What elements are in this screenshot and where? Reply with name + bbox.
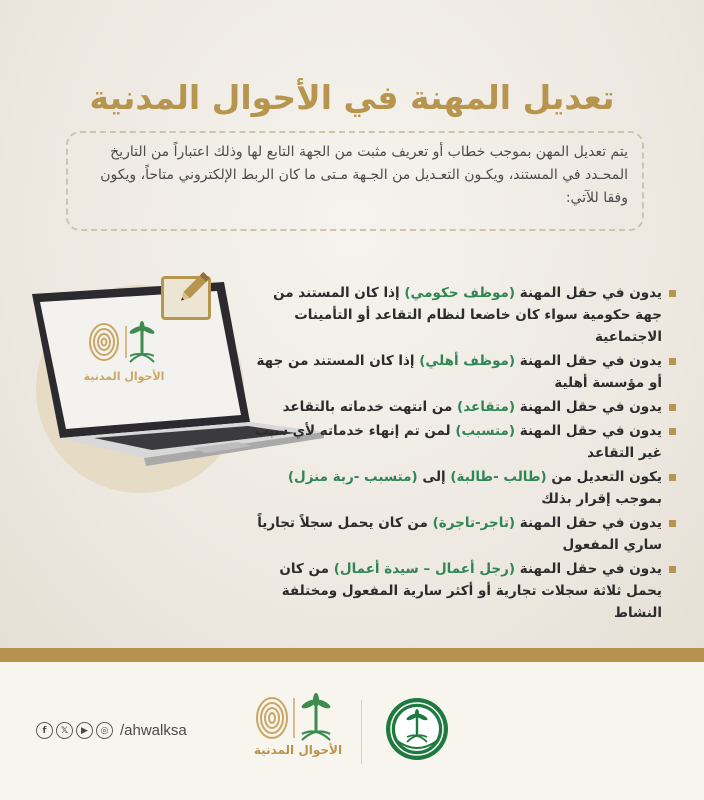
list-item: يدون في حقل المهنة (موظف حكومي) إذا كان المستند من جهة حكومية سواء كان خاضعا لنظام التقاعد أو التأمينات الاجتماعية <box>248 282 678 348</box>
list-item: يدون في حقل المهنة (رجل أعمال – سيدة أعمال) من كان يحمل ثلاثة سجلات تجارية أو أكثر سارية المفعول ومختلفة النشاط <box>248 558 678 624</box>
list-item: يكون التعديل من (طالب -طالبة) إلى (متسبب -ربة منزل) بموجب إقرار بذلك <box>248 466 678 510</box>
edit-badge <box>161 276 211 320</box>
x-icon[interactable]: 𝕏 <box>56 722 73 739</box>
gold-divider-band <box>0 648 704 662</box>
fingerprint-icon <box>257 698 287 738</box>
facebook-icon[interactable]: f <box>36 722 53 739</box>
list-item: يدون في حقل المهنة (متسبب) لمن تم إنهاء خدماته لأي سبب غير التقاعد <box>248 420 678 464</box>
laptop-screen-caption: الأحوال المدنية <box>83 370 165 383</box>
palm-swords-icon <box>300 693 331 740</box>
agency-name: الأحوال المدنية <box>253 743 343 757</box>
rules-list <box>248 282 678 626</box>
social-handle[interactable]: /ahwalksa <box>120 722 187 739</box>
intro-text: يتم تعديل المهن بموجب خطاب أو تعريف مثبت من الجهة التابع لها وذلك اعتباراً من التاريخ المحـدد في المستند، ويكـون التعـديل من الجـهة مـتى ما كان الربط الإلكتروني متاحاً، ويكون وفقا للآتي: <box>100 144 628 206</box>
ministry-of-interior-logo <box>384 696 450 762</box>
list-item: يدون في حقل المهنة (موظف أهلي) إذا كان المستند من جهة أو مؤسسة أهلية <box>248 350 678 394</box>
footer-divider <box>361 700 362 764</box>
list-item: يدون في حقل المهنة (تاجر-تاجرة) من كان يحمل سجلاً تجارياً ساري المفعول <box>248 512 678 556</box>
instagram-icon[interactable]: ◎ <box>96 722 113 739</box>
social-links <box>36 722 187 739</box>
list-item: يدون في حقل المهنة (متقاعد) من انتهت خدماته بالتقاعد <box>248 396 678 418</box>
youtube-icon[interactable]: ▶ <box>76 722 93 739</box>
page-title: تعديل المهنة في الأحوال المدنية <box>89 78 615 117</box>
pencil-icon <box>170 267 214 311</box>
